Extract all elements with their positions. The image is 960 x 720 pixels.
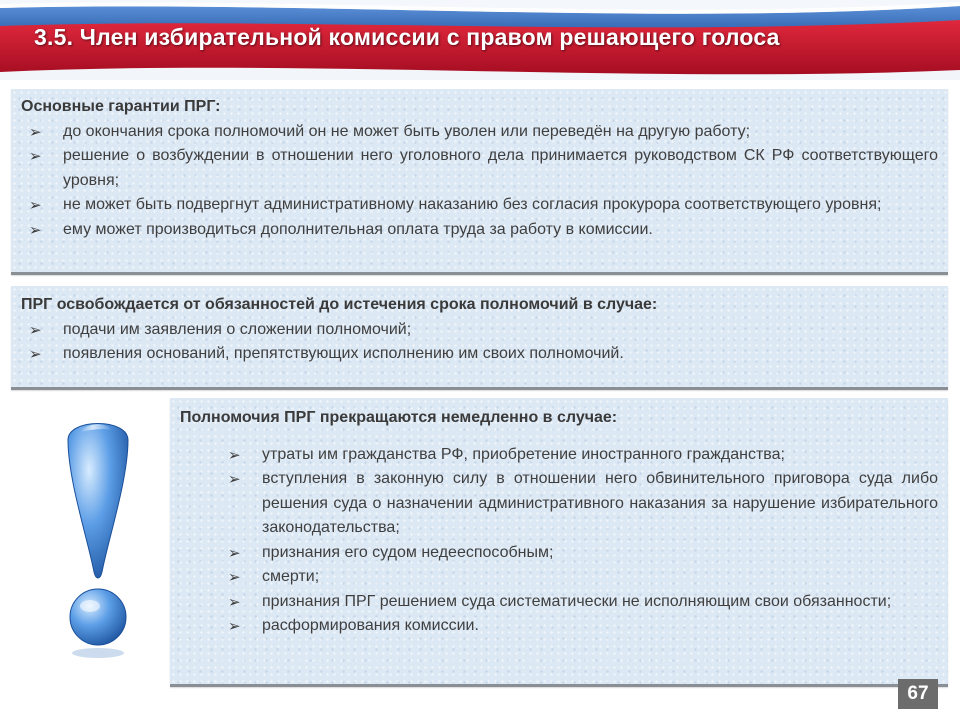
bullet-arrow-icon: ➢ (228, 543, 241, 562)
bullet-arrow-icon: ➢ (29, 147, 42, 165)
list-item-text: признания ПРГ решением суда систематически не исполняющим свои обязанности; (262, 592, 892, 610)
bullet-arrow-icon: ➢ (228, 568, 241, 586)
release-panel (11, 286, 948, 390)
list-item (21, 342, 938, 367)
termination-list (180, 443, 938, 639)
list-item-text: подачи им заявления о сложении полномочий; (63, 320, 412, 338)
guarantees-heading: Основные гарантии ПРГ: (21, 98, 221, 115)
list-item (180, 467, 938, 541)
slide-header (0, 0, 960, 80)
page-number-badge: 67 (898, 679, 938, 709)
list-item (180, 541, 938, 566)
list-item-text: решение о возбуждении в отношении него уголовного дела принимается руководством СК РФ соответствующего уровня; (63, 147, 938, 189)
bullet-arrow-icon: ➢ (29, 320, 42, 339)
release-list (21, 318, 938, 367)
bullet-arrow-icon: ➢ (29, 196, 42, 214)
list-item-text: утраты им гражданства РФ, приобретение иностранного гражданства; (262, 445, 785, 463)
guarantees-panel (11, 89, 948, 275)
list-item (180, 565, 938, 590)
bullet-arrow-icon: ➢ (29, 345, 42, 363)
list-item (21, 193, 938, 218)
list-item-text: вступления в законную силу в отношении него обвинительного приговора суда либо решения суда о назначении административного наказания за нарушение избирательного законодательства; (262, 470, 938, 536)
exclamation-mark-icon (60, 410, 136, 665)
list-item (21, 144, 938, 193)
list-item-text: признания его судом недееспособным; (262, 543, 554, 561)
list-item (21, 120, 938, 145)
list-item (21, 218, 938, 243)
list-item (180, 443, 938, 468)
slide-title: 3.5. Член избирательной комиссии с правом решающего голоса (34, 24, 780, 50)
list-item-text: до окончания срока полномочий он не может быть уволен или переведён на другую работу; (63, 122, 751, 140)
list-item (21, 318, 938, 343)
list-item (180, 614, 938, 639)
list-item-text: ему может производиться дополнительная оплата труда за работу в комиссии. (63, 220, 653, 238)
bullet-arrow-icon: ➢ (228, 445, 241, 464)
guarantees-list (21, 120, 938, 243)
list-item-text: появления оснований, препятствующих исполнению им своих полномочий. (63, 345, 624, 362)
bullet-arrow-icon: ➢ (29, 122, 42, 141)
bullet-arrow-icon: ➢ (29, 220, 42, 239)
list-item-text: смерти; (262, 568, 320, 585)
bullet-arrow-icon: ➢ (228, 617, 241, 635)
termination-heading: Полномочия ПРГ прекращаются немедленно в случае: (180, 409, 618, 426)
termination-panel (170, 398, 948, 687)
bullet-arrow-icon: ➢ (228, 592, 241, 611)
release-heading: ПРГ освобождается от обязанностей до истечения срока полномочий в случае: (21, 296, 658, 313)
bullet-arrow-icon: ➢ (228, 470, 241, 488)
list-item (180, 590, 938, 615)
list-item-text: не может быть подвергнут административному наказанию без согласия прокурора соответствующего уровня; (63, 196, 882, 213)
list-item-text: расформирования комиссии. (262, 617, 479, 634)
